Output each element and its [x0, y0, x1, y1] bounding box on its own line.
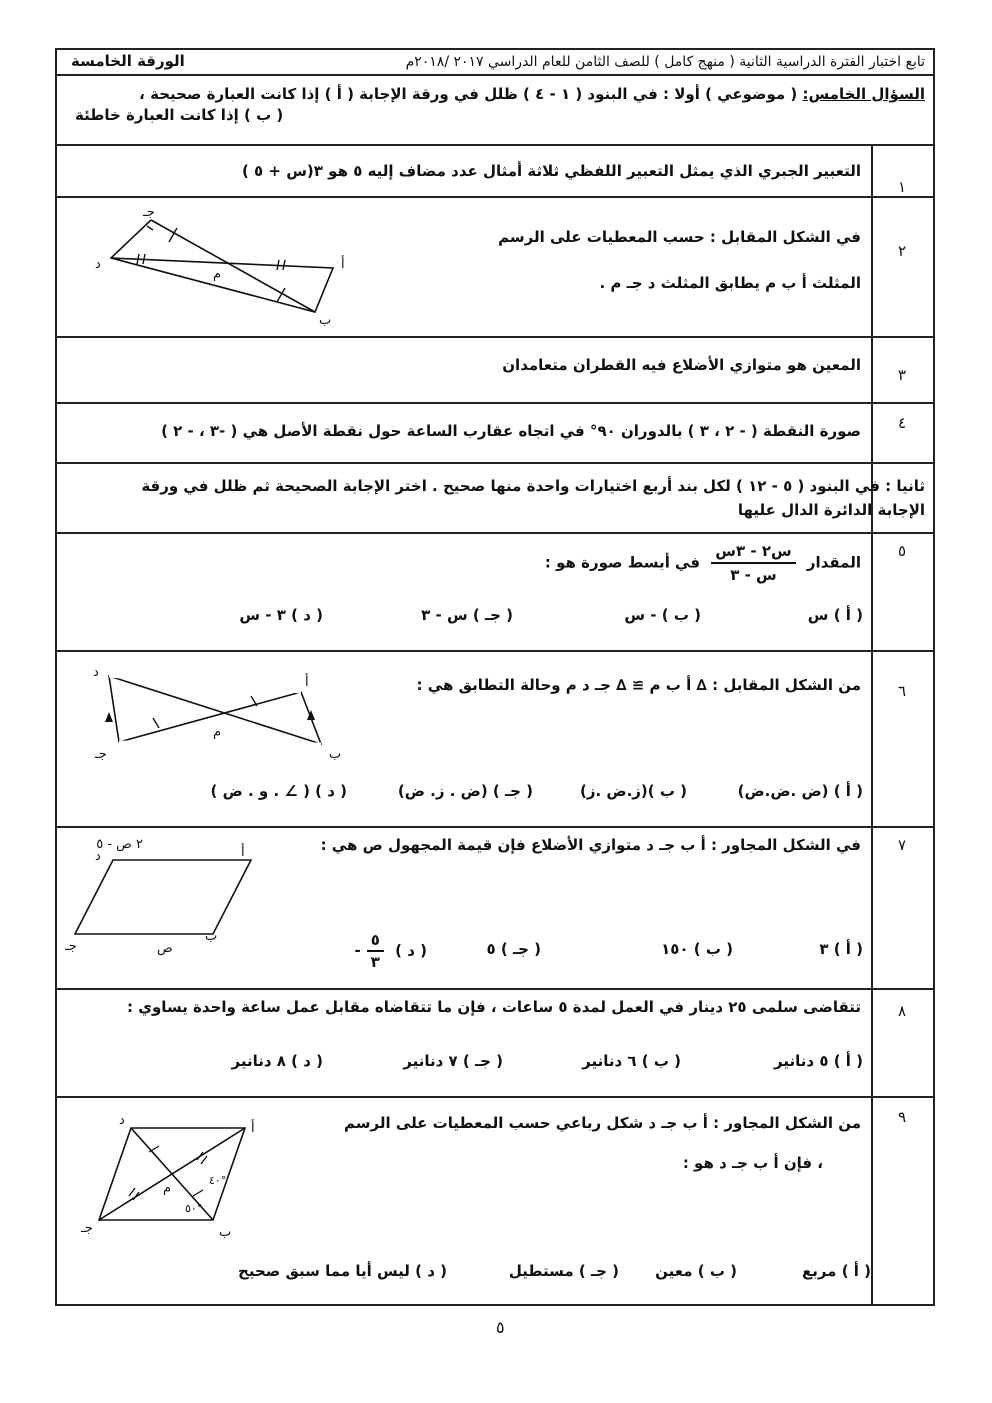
item-number-9: ٩	[897, 1108, 907, 1126]
divider	[57, 402, 933, 404]
option-6-c[interactable]: ( جـ ) (ض . ز. ض)	[397, 782, 533, 800]
divider	[57, 650, 933, 652]
option-9-c[interactable]: ( جـ ) مستطيل	[508, 1262, 619, 1280]
label-bottom-side: ص	[157, 941, 173, 956]
item-text-9: من الشكل المجاور : أ ب جـ د شكل رباعي حسب المعطيات على الرسم	[344, 1114, 861, 1132]
label-m: م	[213, 267, 222, 282]
item-number-1: ١	[897, 178, 907, 196]
item-number-6: ٦	[897, 682, 907, 700]
option-9-a[interactable]: ( أ ) مربع	[801, 1262, 871, 1280]
item-text-8: تتقاضى سلمى ٢٥ دينار في العمل لمدة ٥ ساعات ، فإن ما تتقاضاه مقابل عمل ساعة واحدة يساوي :	[127, 998, 861, 1016]
label-b: ب	[319, 313, 332, 326]
item-2-figure	[79, 206, 369, 326]
label-c: جـ	[95, 747, 107, 762]
fraction-numerator: ٥	[367, 930, 384, 952]
number-column-divider	[871, 146, 873, 1306]
label-d: د	[119, 1113, 125, 1128]
option-7-b[interactable]: ( ب ) ١٥٠	[661, 940, 733, 958]
option-5-a[interactable]: ( أ ) س	[807, 606, 863, 624]
item-number-7: ٧	[897, 836, 907, 854]
label-m: م	[163, 1181, 172, 1196]
label-d: د	[93, 665, 99, 680]
divider	[57, 532, 933, 534]
option-6-d[interactable]: ( د ) ( ∠ . و . ض )	[210, 782, 347, 800]
figure-diagonal-2	[119, 692, 301, 742]
figure-lines	[111, 220, 333, 312]
option-7-a[interactable]: ( أ ) ٣	[819, 940, 863, 958]
divider	[57, 336, 933, 338]
section5-instructions	[65, 84, 925, 105]
option-9-d[interactable]: ( د ) ليس أيا مما سبق صحيح	[238, 1262, 447, 1280]
open-top	[109, 676, 301, 692]
option-5-d[interactable]: ( د ) ٣ - س	[239, 606, 323, 624]
label-m: م	[213, 725, 222, 740]
tick-mark	[193, 1190, 203, 1196]
fraction-denominator: ٣	[370, 953, 380, 971]
item-text-7: في الشكل المجاور : أ ب جـ د متوازي الأضلاع فإن قيمة المجهول ص هي :	[320, 836, 861, 854]
label-b: ب	[329, 747, 342, 762]
option-7-d[interactable]	[355, 930, 427, 972]
item-5-text-a: المقدار	[806, 553, 861, 572]
item-text-5	[545, 540, 861, 586]
tick-mark	[143, 254, 145, 264]
option-7-c[interactable]: ( جـ ) ٥	[486, 940, 541, 958]
section5-label: السؤال الخامس:	[802, 85, 925, 103]
option-5-c[interactable]: ( جـ ) س - ٣	[421, 606, 513, 624]
tick-mark	[197, 1152, 203, 1160]
page-number: ٥	[496, 1318, 505, 1337]
section5-line1: ( موضوعي ) أولا : في البنود ( ١ - ٤ ) ظلل في ورقة الإجابة ( أ ) إذا كانت العبارة صحيحة ،	[139, 85, 798, 103]
divider	[57, 144, 933, 146]
tick-mark	[129, 1188, 135, 1196]
item-number-5: ٥	[897, 542, 907, 560]
label-c: جـ	[143, 206, 155, 220]
label-a: أ	[305, 675, 309, 690]
section2-line1: ثانيا : في البنود ( ٥ - ١٢ ) لكل بند أربع اختيارات واحدة منها صحيح . اختر الإجابة الصحيحة ثم ظلل في ورقة	[141, 477, 925, 495]
item-text-6: من الشكل المقابل : ∆ أ ب م ≅ ∆ جـ د م وحالة التطابق هي :	[416, 676, 861, 694]
tick-mark	[147, 226, 153, 230]
label-b: ب	[205, 929, 218, 944]
paper-label: الورقة الخامسة	[71, 52, 185, 70]
fraction-numerator: س٢ - ٣س	[711, 540, 795, 564]
open-bottom	[119, 742, 321, 744]
fraction-denominator: س - ٣	[730, 566, 777, 584]
tick-mark	[137, 254, 139, 264]
tick-mark	[153, 718, 159, 728]
divider	[57, 462, 933, 464]
tick-mark	[277, 260, 279, 270]
angle-label-50: ٥٠°	[185, 1202, 203, 1215]
section2-line2: الإجابة الدائرة الدال عليها	[737, 501, 925, 519]
option-8-d[interactable]: ( د ) ٨ دنانير	[231, 1052, 323, 1070]
option-9-b[interactable]: ( ب ) معين	[655, 1262, 737, 1280]
option-8-a[interactable]: ( أ ) ٥ دنانير	[774, 1052, 863, 1070]
tick-mark	[201, 1156, 207, 1164]
label-a: أ	[341, 257, 345, 272]
item-number-2: ٢	[897, 242, 907, 260]
label-d: د	[95, 257, 101, 272]
label-c: جـ	[81, 1221, 93, 1236]
divider	[57, 196, 933, 198]
item-6-figure	[79, 662, 369, 762]
option-6-b[interactable]: ( ب )(ز.ض .ز)	[579, 782, 687, 800]
parallelogram	[75, 860, 251, 934]
section2-instructions	[65, 474, 925, 522]
option-8-c[interactable]: ( جـ ) ٧ دنانير	[403, 1052, 503, 1070]
exam-page	[55, 48, 935, 1306]
item-number-3: ٣	[897, 366, 907, 384]
label-top-side: ٢ ص - ٥	[96, 837, 143, 852]
option-7-d-fraction	[367, 930, 384, 972]
item-text-2: في الشكل المقابل : حسب المعطيات على الرسم	[498, 228, 861, 246]
tick-mark	[283, 260, 285, 270]
item-number-8: ٨	[897, 1002, 907, 1020]
label-c: جـ	[65, 939, 77, 954]
item-text-1: التعبير الجبري الذي يمثل التعبير اللفظي ثلاثة أمثال عدد مضاف إليه ٥ هو ٣(س + ٥ )	[241, 162, 861, 180]
fraction-sign: -	[354, 941, 361, 960]
exam-header	[57, 50, 933, 76]
parallel-arrow	[105, 712, 113, 722]
label-a: أ	[251, 1121, 255, 1136]
section5-line2: ( ب ) إذا كانت العبارة خاطئة	[75, 106, 284, 124]
divider	[57, 1096, 933, 1098]
item-number-4: ٤	[897, 414, 907, 432]
label-a: أ	[241, 845, 245, 860]
item-text-4: صورة النقطة ( - ٢ ، ٣ ) بالدوران ٩٠° في اتجاه عقارب الساعة حول نقطة الأصل هي ( -٣ ، - ٢ )	[161, 422, 861, 440]
option-6-a[interactable]: ( أ ) (ض .ض.ض)	[737, 782, 863, 800]
item-7-figure	[65, 826, 295, 956]
label-d: د	[95, 849, 101, 864]
option-5-b[interactable]: ( ب ) - س	[624, 606, 701, 624]
item-5-fraction	[711, 540, 795, 586]
divider	[57, 988, 933, 990]
angle-label-40: ٤٠°	[209, 1174, 227, 1187]
option-8-b[interactable]: ( ب ) ٦ دنانير	[582, 1052, 681, 1070]
item-text-2b: المثلث أ ب م يطابق المثلث د جـ م .	[599, 274, 861, 292]
label-b: ب	[219, 1225, 232, 1240]
item-text-9b: ، فإن أ ب جـ د هو :	[682, 1154, 823, 1172]
exam-title: تابع اختبار الفترة الدراسية الثانية ( منهج كامل ) للصف الثامن للعام الدراسي ٢٠١٧ /٢٠١٨م	[405, 54, 925, 70]
option-7-d-label: ( د )	[395, 941, 427, 960]
item-text-3: المعين هو متوازي الأضلاع فيه القطران متعامدان	[502, 356, 861, 374]
item-9-figure	[65, 1112, 265, 1242]
item-5-text-b: في أبسط صورة هو :	[544, 553, 701, 572]
